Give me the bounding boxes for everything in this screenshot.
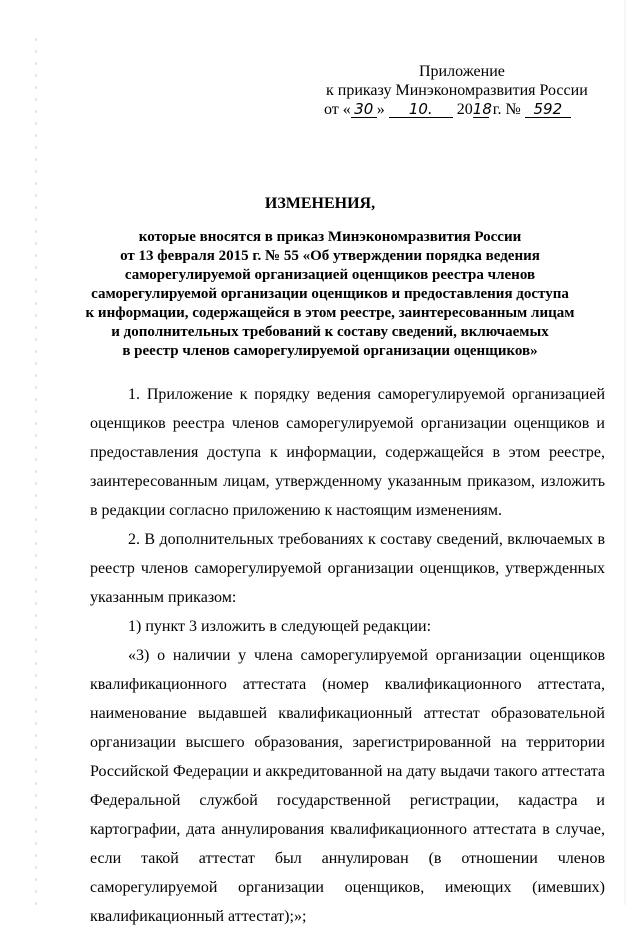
date-quote-close: » bbox=[376, 101, 385, 118]
paragraph-2-1-quote: «3) о наличии у члена саморегулируемой организации оценщиков квалификационного аттестата (номер квалификационного аттестата, наименование выдавшей квалификационный аттестат образовательной организации высшего образования, зарегистрированной на территории Российской Федерации и аккредитованной на дату выдачи такого аттестата Федеральной службой государственной регистрации, кадастра и картографии, дата аннулирования квалификационного аттестата в случае, если такой аттестат был аннулирован (в отношении членов саморегулируемой организации оценщиков, имеющих (имевших) квалификационный аттестат);»; bbox=[90, 647, 605, 925]
subtitle-line: в реестр членов саморегулируемой организации оценщиков» bbox=[122, 343, 538, 359]
appendix-date-number bbox=[324, 100, 594, 119]
document-title: ИЗМЕНЕНИЯ, bbox=[264, 195, 376, 212]
handwritten-day: 30 bbox=[351, 102, 377, 118]
paragraph-2: 2. В дополнительных требованиях к составу сведений, включаемых в реестр членов саморегулируемой организации оценщиков, утвержденных указанным приказом: bbox=[90, 531, 605, 606]
appendix-label: Приложение bbox=[419, 63, 505, 80]
subtitle-line: и дополнительных требований к составу сведений, включаемых bbox=[111, 324, 549, 340]
handwritten-month: 10. bbox=[389, 102, 453, 118]
subtitle-line: к информации, содержащейся в этом реестре, заинтересованным лицам bbox=[85, 305, 575, 321]
number-label: г. № bbox=[492, 101, 521, 118]
appendix-order-ref: к приказу Минэкономразвития России bbox=[326, 82, 588, 99]
paragraph-1: 1. Приложение к порядку ведения саморегулируемой организацией оценщиков реестра членов саморегулируемой организации оценщиков и предоставления доступа к информации, содержащейся в этом реестре, заинтересованным лицам, утвержденному указанным приказом, изложить в редакции согласно приложению к настоящим изменениям. bbox=[90, 386, 605, 519]
document-subtitle bbox=[80, 228, 580, 361]
date-prefix: от « bbox=[324, 101, 351, 118]
paragraph-2-1: 1) пункт 3 изложить в следующей редакции: bbox=[128, 618, 432, 635]
subtitle-line: которые вносятся в приказ Минэкономразвития России bbox=[138, 229, 522, 245]
handwritten-year: 18 bbox=[472, 100, 492, 118]
appendix-header bbox=[324, 62, 594, 119]
subtitle-line: саморегулируемой организацией оценщиков реестра членов bbox=[124, 267, 536, 283]
document-body bbox=[90, 380, 605, 931]
subtitle-line: саморегулируемой организации оценщиков и предоставления доступа bbox=[91, 286, 569, 302]
handwritten-number: 592 bbox=[525, 102, 571, 118]
year-prefix: 20 bbox=[456, 101, 473, 118]
subtitle-line: от 13 февраля 2015 г. № 55 «Об утверждении порядка ведения bbox=[120, 248, 540, 264]
